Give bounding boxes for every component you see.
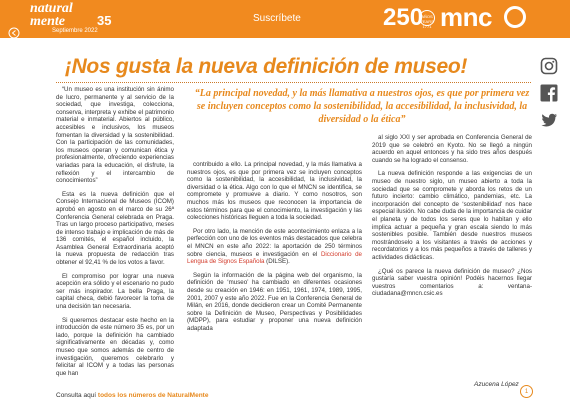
paragraph: Según la información de la página web del organismo, la definición de ‘museo’ ha cambiado en diferentes ocasiones desde su creación en 1946: en 1951, 1961, 1974, 1989, 1995, 2001, 2007 y este año 2022. Fue en la Conferencia General de Milán, en 2016, donde decidieron crear un Comité Permanente sobre la Definición de Museo, Perspectivas y Posibilidades (MDPP), para estudiar y proponer una nueva definición adaptada	[187, 271, 362, 332]
facebook-link[interactable]	[540, 84, 558, 102]
sumario-link[interactable]: sumario	[3, 41, 21, 47]
paragraph: “Un museo es una institución sin ánimo de lucro, permanente y al servicio de la sociedad, que investiga, colecciona, conserva, interpreta y exhibe el patrimonio material e inmaterial. Abiertos al público, accesibles e inclusivos, los museos fomentan la diversidad y la sostenibilidad. Con la participación de las comunidades, los museos operan y comunican ética y profesionalmente, ofreciendo experiencias variadas para la educación, el disfrute, la reflexión y el intercambio de conocimientos”	[56, 86, 174, 185]
twitter-icon	[540, 111, 558, 129]
paragraph-text: Por otro lado, la mención de este acontecimiento enlaza a la perfección con uno de los eventos más destacados que celebra el MNCN en este año 2022: la aportación de 250 términos sobre ciencia, museos e investigación en el	[187, 227, 362, 258]
paragraph: El compromiso por lograr una nueva acepción era sólido y el escenario no pudo ser más inspirador. La bella Praga, la capital checa, debió favorecer la toma de una decisión tan necesaria.	[56, 272, 174, 311]
article-column-1	[56, 86, 174, 383]
all-issues-link[interactable]: todos los números de NaturalMente	[97, 392, 209, 399]
paragraph: Si queremos destacar este hecho en la introducción de este número 35 es, por un lado, porque la definición ha cambiado significativamente en décadas y, como museo que somos además de centro de investigación, queremos celebrarlo y felicitar al ICOM y a todas las personas que han	[56, 316, 174, 377]
instagram-link[interactable]	[540, 57, 558, 75]
top-banner	[0, 0, 570, 38]
footer-note-prefix: Consulta aquí	[56, 392, 98, 399]
anniversary-badge: AÑOS YEARS 1771	[419, 10, 435, 26]
anniversary-number: 250	[383, 4, 424, 31]
paragraph: La nueva definición responde a las exigencias de un museo de nuestro siglo, un museo abierto a toda la sociedad que se compromete y aborda los retos de un futuro incierto: cambio climático, pandemias, etc. La incorporación del concepto de ‘sostenibilidad’ nos hace especial ilusión. No cabe duda de la importancia de cuidar el planeta y de todos los seres que lo habitan y ello implica actuar a pequeña y gran escala siendo lo más sostenibles posible. También desde nuestros museos mostrándoselo a los visitantes a través de acciones y recordatorios y a los más pequeños a través de talleres y actividades didácticas.	[372, 170, 532, 261]
article-column-2	[187, 161, 362, 338]
twitter-link[interactable]	[540, 111, 558, 129]
mncn-logo[interactable]: mnc	[440, 2, 492, 32]
logo-line-natural: natural	[30, 1, 73, 16]
article-column-3	[372, 134, 532, 304]
logo-line-mente: mente	[30, 14, 65, 29]
facebook-icon	[540, 84, 558, 102]
issue-number: 35	[97, 13, 112, 28]
paragraph-text: (DILSE).	[264, 258, 290, 266]
author-signature: Azucena López	[474, 381, 519, 388]
issue-date: Septiembre 2022	[52, 28, 98, 34]
paragraph	[187, 228, 362, 266]
subscribe-link[interactable]: Suscríbete	[253, 13, 301, 24]
paragraph: Esta es la nueva definición que el Consejo Internacional de Museos (ICOM) aprobó en agosto en el marco de su 26ª Conferencia General celebrada en Praga. Tras un largo proceso participativo, meses de intenso trabajo e implicación de más de 136 comités, el español incluido, la Asamblea General Extraordinaria aceptó la nueva propuesta de redacción tras obtener el 92,41 % de los votos a favor.	[56, 190, 174, 267]
pull-quote: “La principal novedad, y la más llamativa a nuestros ojos, es que por primera vez se incluyen conceptos como la sostenibilidad, la accesibilidad, la inclusividad, la diversidad o la ética”	[194, 88, 530, 125]
page-number: 1	[520, 385, 533, 398]
instagram-icon	[540, 57, 558, 75]
naturalmente-logo[interactable]	[30, 2, 73, 28]
paragraph: al siglo XXI y ser aprobada en Conferencia General de 2019 que se celebró en Kyoto. No se llegó a ningún acuerdo en aquel entonces y ha sido tres años después cuando se ha logrado el consenso.	[372, 134, 532, 164]
footer-note	[56, 392, 208, 399]
paragraph: contribuido a ello. La principal novedad, y la más llamativa a nuestros ojos, es que por primera vez se incluyen conceptos como la sostenibilidad, la accesibilidad, la inclusividad, la diversidad o la ética. Algo con lo que el MNCN se identifica, se compromete y promueve a diario. Y como nosotros, son muchos más los museos que reconocen la importancia de estos términos para que el conocimiento, la investigación y las colecciones históricas lleguen a toda la sociedad.	[187, 161, 362, 222]
dilse-link[interactable]: Diccionario de Lengua de Signos Española	[187, 250, 362, 266]
title-divider	[56, 82, 531, 83]
mncn-logo-circle	[504, 6, 526, 28]
article-title: ¡Nos gusta la nueva definición de museo!	[64, 55, 468, 78]
paragraph: ¿Qué os parece la nueva definición de museo? ¿Nos gustaría saber vuestra opinión! Podéis hacernos llegar vuestros comentarios a: ventana-ciudadana@mncn.csic.es	[372, 267, 532, 298]
arrow-left-circle-icon	[8, 27, 20, 39]
